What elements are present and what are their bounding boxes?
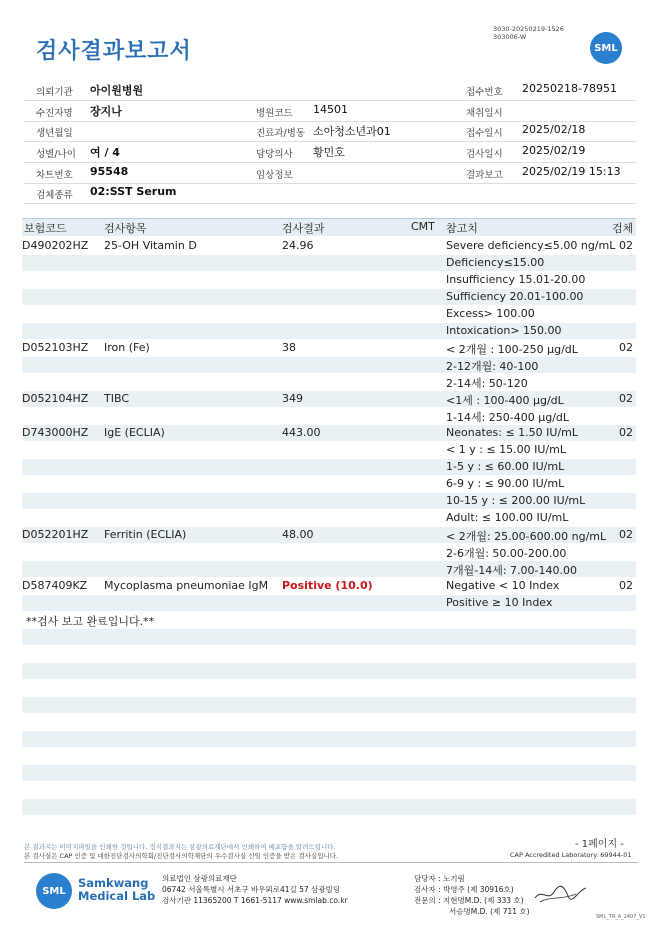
cell-reference: Negative < 10 Index <box>446 579 560 592</box>
staff-line: 서승명M.D. (제 711 호) <box>449 907 530 916</box>
cell-reference: 7개월-14세: 7.00-140.00 <box>446 564 577 577</box>
document-id-line: 3030-20250219-1526 <box>493 25 564 33</box>
cell-item: Ferritin (ECLIA) <box>104 528 187 541</box>
completion-note: **검사 보고 완료입니다.** <box>26 615 155 628</box>
company-name-line: Samkwang <box>78 876 149 890</box>
cell-item: Iron (Fe) <box>104 341 150 354</box>
cell-code: D490202HZ <box>22 239 89 252</box>
header-value: 장지나 <box>90 105 122 118</box>
table-row-stripe <box>22 357 636 373</box>
cell-result: 38 <box>282 341 296 354</box>
header-row-divider <box>24 141 636 142</box>
table-row-stripe <box>22 799 636 815</box>
cell-reference: Deficiency≤15.00 <box>446 256 545 269</box>
col-header-reference: 참고치 <box>446 222 478 235</box>
cell-code: D052103HZ <box>22 341 89 354</box>
cell-specimen: 02 <box>619 341 633 354</box>
cell-result: Positive (10.0) <box>282 579 373 592</box>
header-value: 2025/02/18 <box>522 123 586 136</box>
document-id <box>493 25 564 41</box>
header-label: 의뢰기관 <box>36 87 73 98</box>
header-value: 2025/02/19 <box>522 144 586 157</box>
cell-reference: Insufficiency 15.01-20.00 <box>446 273 586 286</box>
header-label: 담당의사 <box>256 149 293 160</box>
table-row-stripe <box>22 629 636 645</box>
cell-item: IgE (ECLIA) <box>104 426 165 439</box>
company-name <box>78 877 155 903</box>
cell-reference: < 1 y : ≤ 15.00 IU/mL <box>446 443 566 456</box>
sml-logo-icon: SML <box>590 32 622 64</box>
company-name-line: Medical Lab <box>78 889 156 903</box>
staff-line: 전문의 : 지현명M.D. (제 333 호) <box>414 896 524 905</box>
cell-reference: Severe deficiency≤5.00 ng/mL <box>446 239 616 252</box>
table-row-stripe <box>22 731 636 747</box>
col-header-result: 검사결과 <box>282 222 325 235</box>
cell-reference: 10-15 y : ≤ 200.00 IU/mL <box>446 494 586 507</box>
signature-icon <box>532 880 590 906</box>
header-label: 접수일시 <box>466 128 503 139</box>
header-value: 여 / 4 <box>90 146 120 159</box>
cell-code: D587409KZ <box>22 579 88 592</box>
address-line: 06742 서울특별시 서초구 바우뫼로41길 57 삼광빌딩 <box>162 885 341 894</box>
header-value: 소아청소년과01 <box>313 125 391 138</box>
footer-divider <box>24 862 638 863</box>
cell-code: D052201HZ <box>22 528 89 541</box>
cell-reference: 2-12개월: 40-100 <box>446 360 539 373</box>
cell-result: 443.00 <box>282 426 321 439</box>
cell-reference: 1-5 y : ≤ 60.00 IU/mL <box>446 460 565 473</box>
header-label: 진료과/병동 <box>256 128 306 139</box>
header-row-divider <box>24 121 636 122</box>
header-label: 생년월일 <box>36 128 73 139</box>
table-row-stripe <box>22 765 636 781</box>
cell-reference: 2-14세: 50-120 <box>446 377 528 390</box>
header-label: 수진자명 <box>36 108 73 119</box>
cell-specimen: 02 <box>619 426 633 439</box>
table-row-stripe <box>22 663 636 679</box>
cell-reference: Sufficiency 20.01-100.00 <box>446 290 584 303</box>
header-label: 검사일시 <box>466 149 503 160</box>
col-header-cmt: CMT <box>411 220 435 233</box>
cell-specimen: 02 <box>619 528 633 541</box>
header-value: 황민호 <box>313 146 345 159</box>
staff-line: 담당자 : 노기림 <box>414 874 465 883</box>
cell-result: 24.96 <box>282 239 314 252</box>
header-label: 접수번호 <box>466 87 503 98</box>
header-label: 결과보고 <box>466 170 503 181</box>
cell-specimen: 02 <box>619 239 633 252</box>
header-value: 아이원병원 <box>90 84 144 97</box>
header-label: 병원코드 <box>256 108 293 119</box>
cell-item: Mycoplasma pneumoniae IgM <box>104 579 269 592</box>
header-row-divider <box>24 183 636 184</box>
cap-accreditation: CAP Accredited Laboratory. 69944-01 <box>510 851 632 859</box>
header-label: 검체종류 <box>36 190 73 201</box>
cell-item: 25-OH Vitamin D <box>104 239 197 252</box>
header-row-divider <box>24 162 636 163</box>
cell-specimen: 02 <box>619 392 633 405</box>
cell-reference: Intoxication> 150.00 <box>446 324 562 337</box>
document-id-line: 303006-W <box>493 33 527 41</box>
page-number: - 1페이지 - <box>575 839 624 850</box>
col-header-item: 검사항목 <box>104 222 147 235</box>
cell-reference: Adult: ≤ 100.00 IU/mL <box>446 511 569 524</box>
cell-reference: 6-9 y : ≤ 90.00 IU/mL <box>446 477 565 490</box>
cell-code: D743000HZ <box>22 426 89 439</box>
certification-notice: 본 검사실은 CAP 인증 및 대한진단검사의학회/진단검사의학재단의 우수검사실 신임 인증을 받은 검사실입니다. <box>24 852 339 860</box>
header-value: 95548 <box>90 165 129 178</box>
sml-footer-logo-icon: SML <box>36 873 72 909</box>
address-line: 검사기관 11365200 T 1661-5117 www.smlab.co.kr <box>162 896 348 905</box>
header-value: 14501 <box>313 103 348 116</box>
header-label: 채취일시 <box>466 108 503 119</box>
cell-reference: Neonates: ≤ 1.50 IU/mL <box>446 426 578 439</box>
header-label: 성별/나이 <box>36 149 76 160</box>
cell-item: TIBC <box>104 392 129 405</box>
cell-reference: 2-6개월: 50.00-200.00 <box>446 547 567 560</box>
header-row-divider <box>24 203 636 204</box>
cell-reference: 1-14세: 250-400 μg/dL <box>446 411 570 424</box>
staff-line: 검사자 : 박영주 (제 30916호) <box>414 885 514 894</box>
cell-reference: Excess> 100.00 <box>446 307 535 320</box>
header-label: 임상정보 <box>256 170 293 181</box>
cell-reference: Positive ≥ 10 Index <box>446 596 553 609</box>
col-header-specimen: 검체 <box>612 222 634 235</box>
cell-reference: <1세 : 100-400 μg/dL <box>446 394 564 407</box>
header-value: 20250218-78951 <box>522 82 617 95</box>
document-version: SML_TR_A_2407_V1 <box>596 914 646 920</box>
cell-specimen: 02 <box>619 579 633 592</box>
cell-reference: < 2개월 : 100-250 μg/dL <box>446 343 578 356</box>
cell-reference: < 2개월: 25.00-600.00 ng/mL <box>446 530 607 543</box>
header-value: 2025/02/19 15:13 <box>522 165 621 178</box>
table-row-stripe <box>22 697 636 713</box>
report-title: 검사결과보고서 <box>36 39 192 64</box>
header-label: 차트번호 <box>36 170 73 181</box>
cell-result: 48.00 <box>282 528 314 541</box>
print-notice: 본 결과지는 이미지파일을 인쇄한 것입니다. 정식결과지는 삼광의료재단에서 인쇄하여 배포함을 알려드립니다. <box>24 843 336 851</box>
cell-code: D052104HZ <box>22 392 89 405</box>
col-header-code: 보험코드 <box>24 222 67 235</box>
cell-result: 349 <box>282 392 303 405</box>
address-line: 의료법인 삼광의료재단 <box>162 874 237 883</box>
header-value: 02:SST Serum <box>90 185 177 198</box>
header-row-divider <box>24 100 636 101</box>
